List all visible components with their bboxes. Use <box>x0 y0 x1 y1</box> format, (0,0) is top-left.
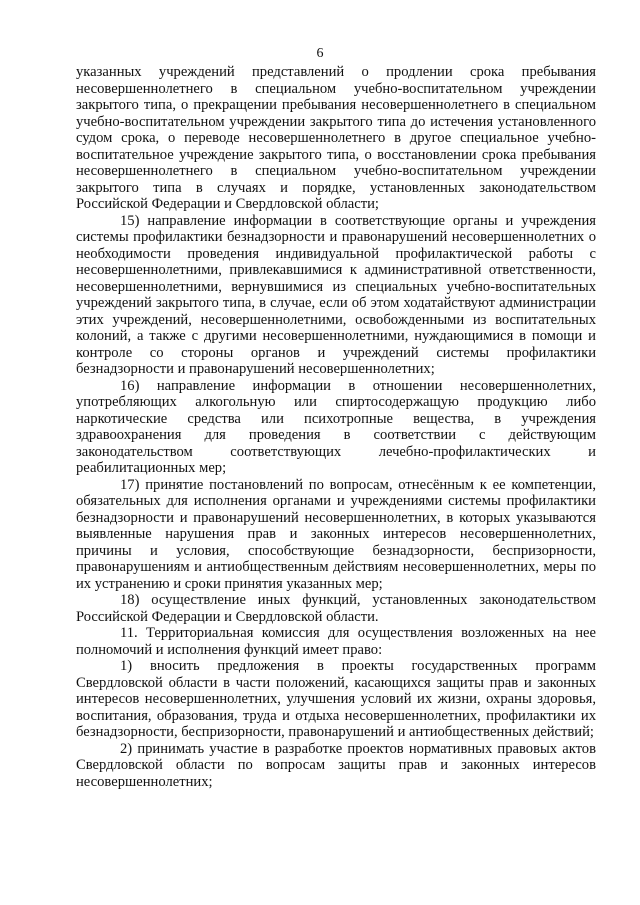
paragraph-continuation: указанных учреждений представлений о продлении срока пребывания несовершеннолетнего в специальном учебно-воспитательном учреждении закрытого типа, о прекращении пребывания несовершеннолетнего в специальном учебно-воспитательном учреждении закрытого типа до истечения установленного судом срока, о переводе несовершеннолетнего в другое специальное учебно-воспитательное учреждение закрытого типа, о восстановлении срока пребывания несовершеннолетнего в специальном учебно-воспитательном учреждении закрытого типа в случаях и порядке, установленных законодательством Российской Федерации и Свердловской области; <box>76 64 596 212</box>
paragraph-item-15: 15) направление информации в соответствующие органы и учреждения системы профилактики безнадзорности и правонарушений несовершеннолетних о необходимости проведения индивидуальной профилактической работы с несовершеннолетними, привлекавшимися к административной ответственности, несовершеннолетними, вернувшимися из специальных учебно-воспитательных учреждений закрытого типа, в случае, если об этом ходатайствуют администрации этих учреждений, несовершеннолетними, освобожденными из воспитательных колоний, а также с другими несовершеннолетними, нуждающимися в помощи и контроле со стороны органов и учреждений системы профилактики безнадзорности и правонарушений несовершеннолетних; <box>76 212 596 377</box>
paragraph-item-17: 17) принятие постановлений по вопросам, отнесённым к ее компетенции, обязательных для исполнения органами и учреждениями системы профилактики безнадзорности и правонарушений несовершеннолетних, в которых указываются выявленные нарушения прав и законных интересов несовершеннолетних, причины и условия, способствующие безнадзорности, беспризорности, правонарушениям и антиобщественным действиям несовершеннолетних, меры по их устранению и сроки принятия указанных мер; <box>76 476 596 592</box>
paragraph-section-11: 11. Территориальная комиссия для осуществления возложенных на нее полномочий и исполнения функций имеет право: <box>76 625 596 658</box>
paragraph-right-1: 1) вносить предложения в проекты государственных программ Свердловской области в части положений, касающихся защиты прав и законных интересов несовершеннолетних, улучшения условий их жизни, охраны здоровья, воспитания, образования, труда и отдыха несовершеннолетних, профилактики их безнадзорности, беспризорности, правонарушений и антиобщественных действий; <box>76 658 596 740</box>
paragraph-item-16: 16) направление информации в отношении несовершеннолетних, употребляющих алкогольную или спиртосодержащую продукцию либо наркотические средства или психотропные вещества, в учреждения здравоохранения для проведения в соответствии с действующим законодательством соответствующих лечебно-профилактических и реабилитационных мер; <box>76 377 596 476</box>
document-body <box>76 64 596 790</box>
page-number: 6 <box>316 46 324 61</box>
paragraph-item-18: 18) осуществление иных функций, установленных законодательством Российской Федерации и Свердловской области. <box>76 592 596 625</box>
paragraph-right-2: 2) принимать участие в разработке проектов нормативных правовых актов Свердловской области по вопросам защиты прав и законных интересов несовершеннолетних; <box>76 740 596 790</box>
